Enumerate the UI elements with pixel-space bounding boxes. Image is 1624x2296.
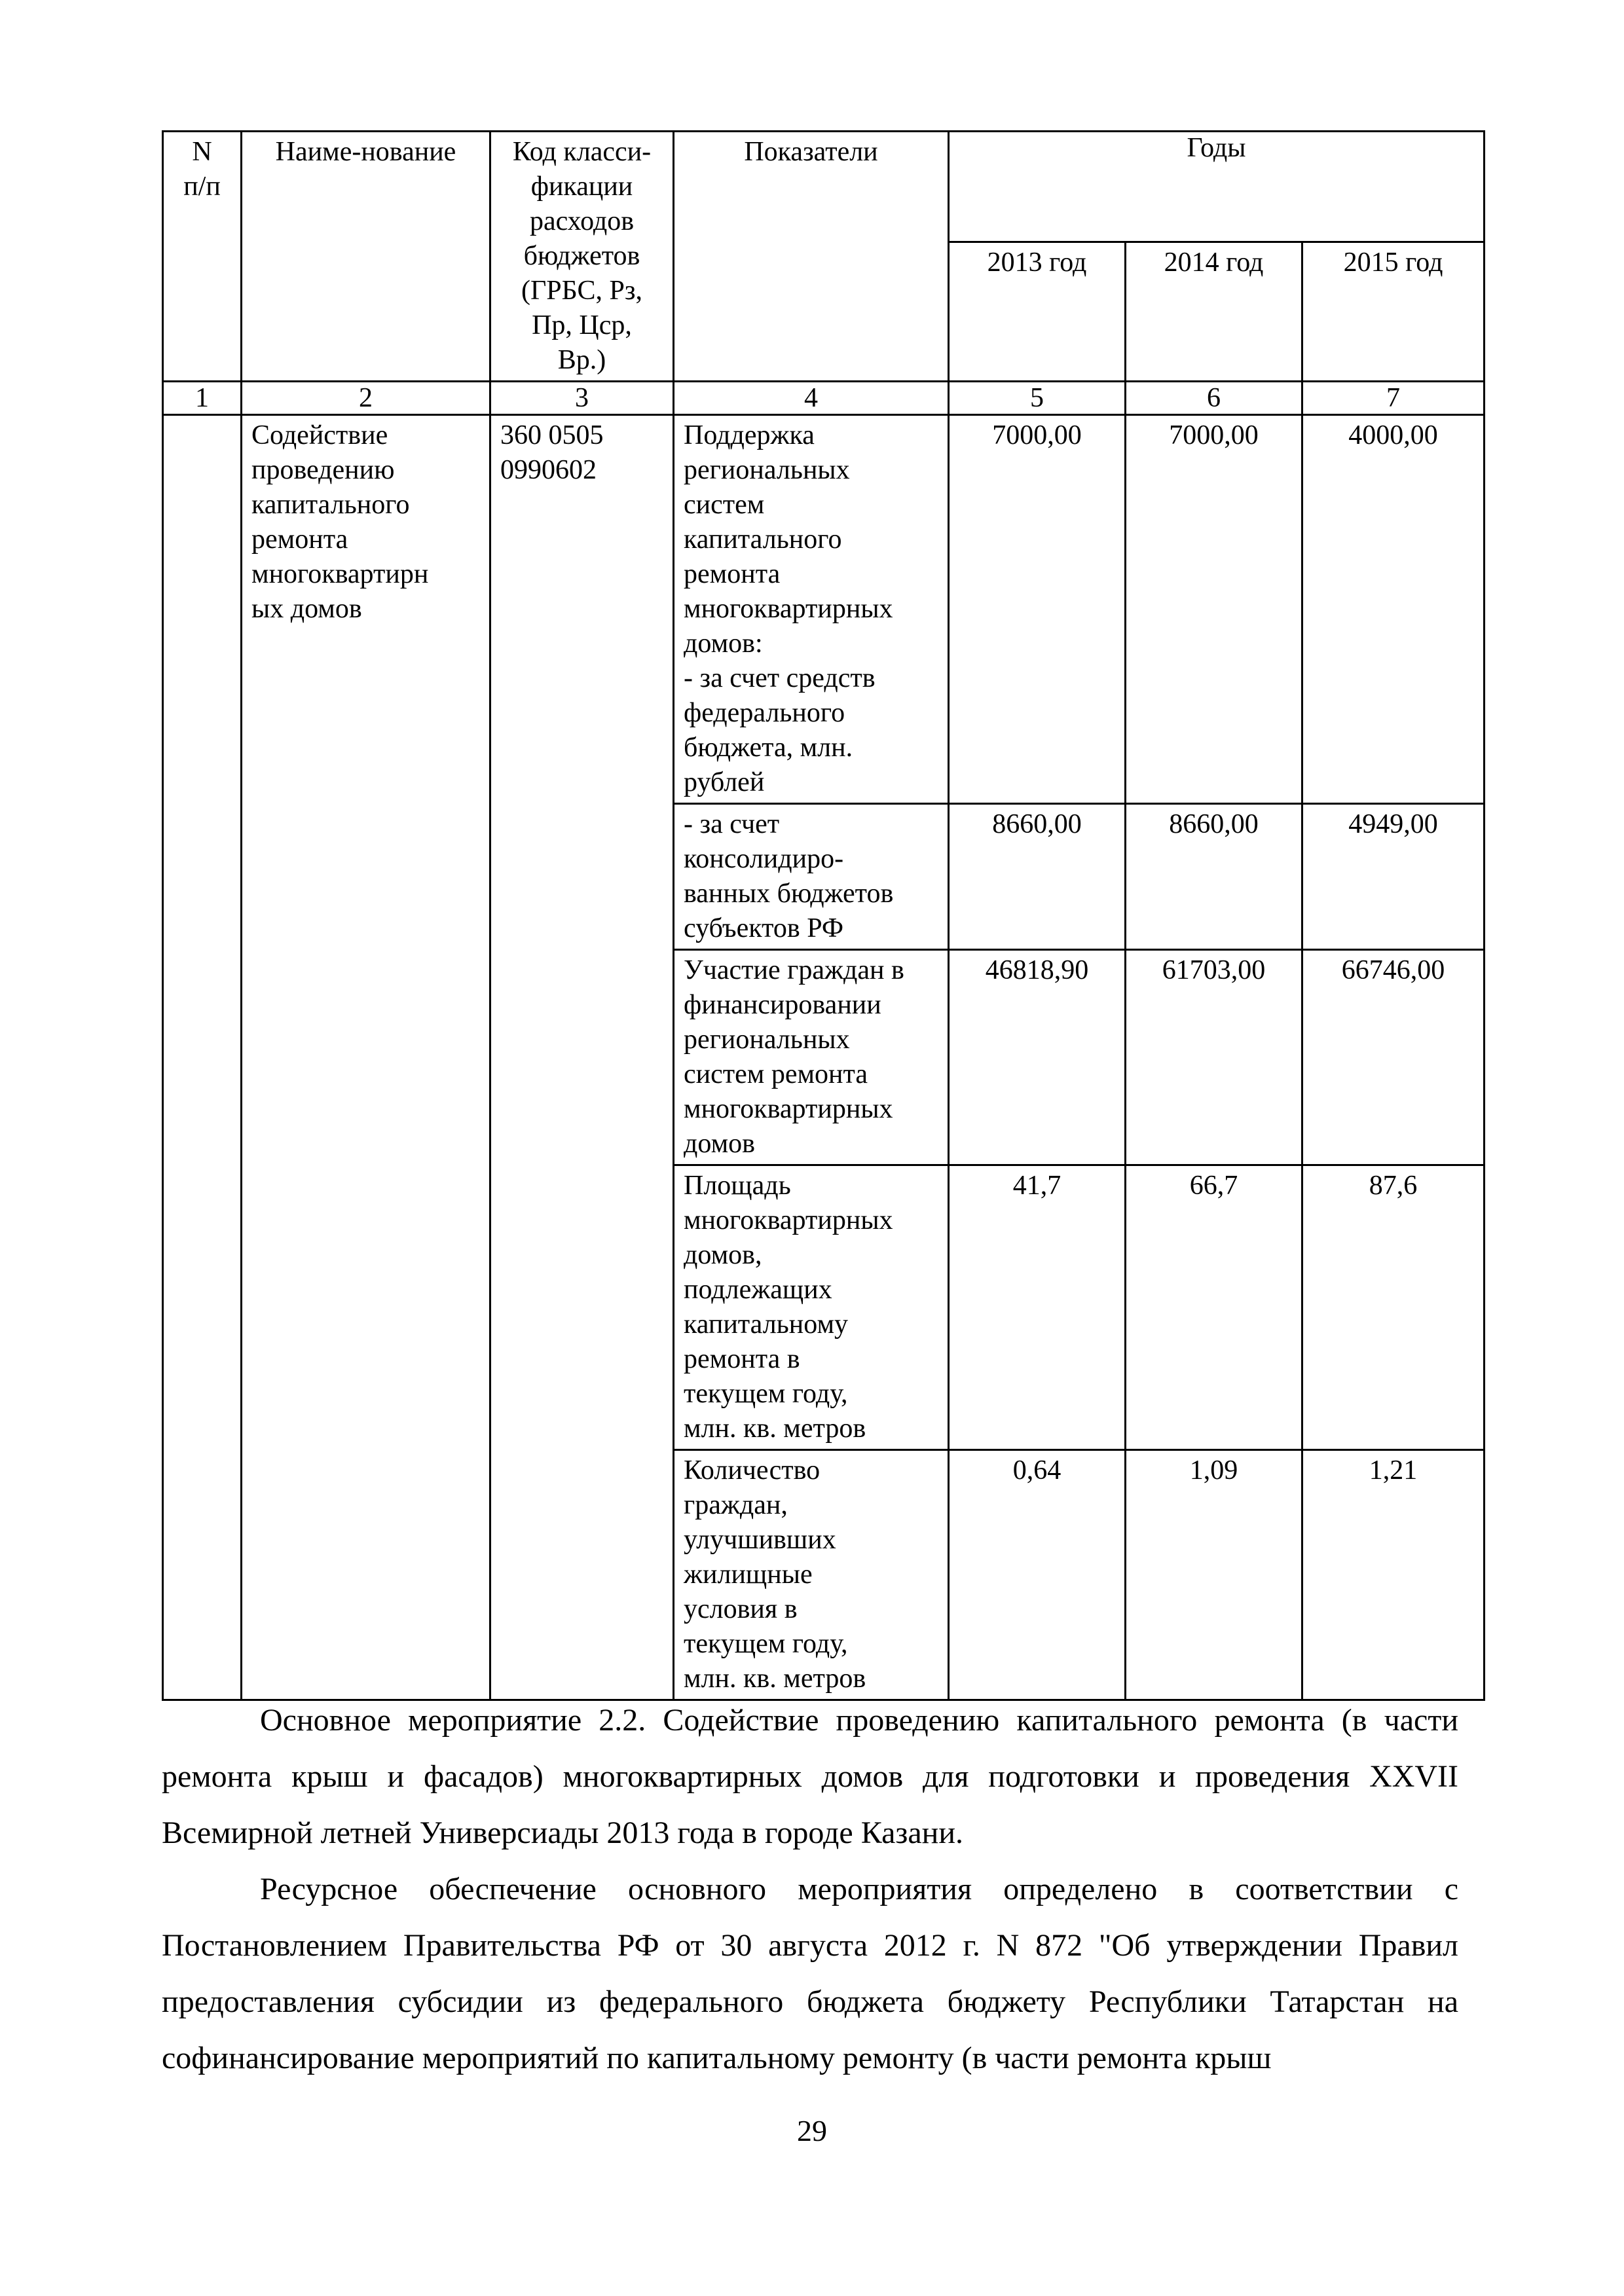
indicator-label: Участие граждан в финансировании региональных систем ремонта многоквартирных домов (674, 950, 949, 1165)
column-number: 7 (1302, 382, 1485, 415)
value-2015: 1,21 (1302, 1450, 1485, 1700)
column-number: 5 (949, 382, 1126, 415)
value-2013: 8660,00 (949, 804, 1126, 950)
page-number: 29 (797, 2114, 827, 2147)
row-name-cell: Содействие проведению капитального ремонта многоквартирн ых домов (242, 415, 490, 1700)
column-number: 4 (674, 382, 949, 415)
header-year-2014: 2014 год (1126, 242, 1302, 382)
column-number: 2 (242, 382, 490, 415)
value-2014: 7000,00 (1126, 415, 1302, 804)
header-name: Наиме-нование (242, 132, 490, 382)
body-text (162, 1692, 1458, 2086)
table-row (163, 415, 1485, 804)
value-2015: 4949,00 (1302, 804, 1485, 950)
value-2015: 87,6 (1302, 1165, 1485, 1450)
column-number: 3 (490, 382, 674, 415)
value-2015: 66746,00 (1302, 950, 1485, 1165)
value-2014: 1,09 (1126, 1450, 1302, 1700)
value-2014: 66,7 (1126, 1165, 1302, 1450)
indicators-table (162, 130, 1485, 1701)
header-years: Годы (949, 132, 1485, 242)
value-2015: 4000,00 (1302, 415, 1485, 804)
value-2013: 0,64 (949, 1450, 1126, 1700)
header-indicators: Показатели (674, 132, 949, 382)
indicator-label: Количество граждан, улучшивших жилищные условия в текущем году, млн. кв. метров (674, 1450, 949, 1700)
column-numbers-row (163, 382, 1485, 415)
value-2013: 41,7 (949, 1165, 1126, 1450)
indicator-label: Площадь многоквартирных домов, подлежащих капитальному ремонта в текущем году, млн. кв. метров (674, 1165, 949, 1450)
value-2014: 61703,00 (1126, 950, 1302, 1165)
row-num-cell (163, 415, 242, 1700)
column-number: 6 (1126, 382, 1302, 415)
indicator-label: - за счет консолидиро- ванных бюджетов субъектов РФ (674, 804, 949, 950)
value-2013: 7000,00 (949, 415, 1126, 804)
header-code: Код класси- фикации расходов бюджетов (ГРБС, Рз, Пр, Цср, Вр.) (490, 132, 674, 382)
column-number: 1 (163, 382, 242, 415)
indicator-label: Поддержка региональных систем капитального ремонта многоквартирных домов: - за счет средств федерального бюджета, млн. рублей (674, 415, 949, 804)
paragraph: Основное мероприятие 2.2. Содействие проведению капитального ремонта (в части ремонта крыш и фасадов) многоквартирных домов для подготовки и проведения XXVII Всемирной летней Универсиады 2013 года в городе Казани. (162, 1703, 1458, 1850)
value-2013: 46818,90 (949, 950, 1126, 1165)
header-num: N п/п (163, 132, 242, 382)
header-row (163, 132, 1485, 242)
header-year-2013: 2013 год (949, 242, 1126, 382)
paragraph: Ресурсное обеспечение основного мероприятия определено в соответствии с Постановлением Правительства РФ от 30 августа 2012 г. N 872 "Об утверждении Правил предоставления субсидии из федерального бюджета бюджету Республики Татарстан на софинансирование мероприятий по капитальному ремонту (в части ремонта крыш (162, 1872, 1458, 2075)
row-code-cell: 360 0505 0990602 (490, 415, 674, 1700)
header-year-2015: 2015 год (1302, 242, 1485, 382)
value-2014: 8660,00 (1126, 804, 1302, 950)
